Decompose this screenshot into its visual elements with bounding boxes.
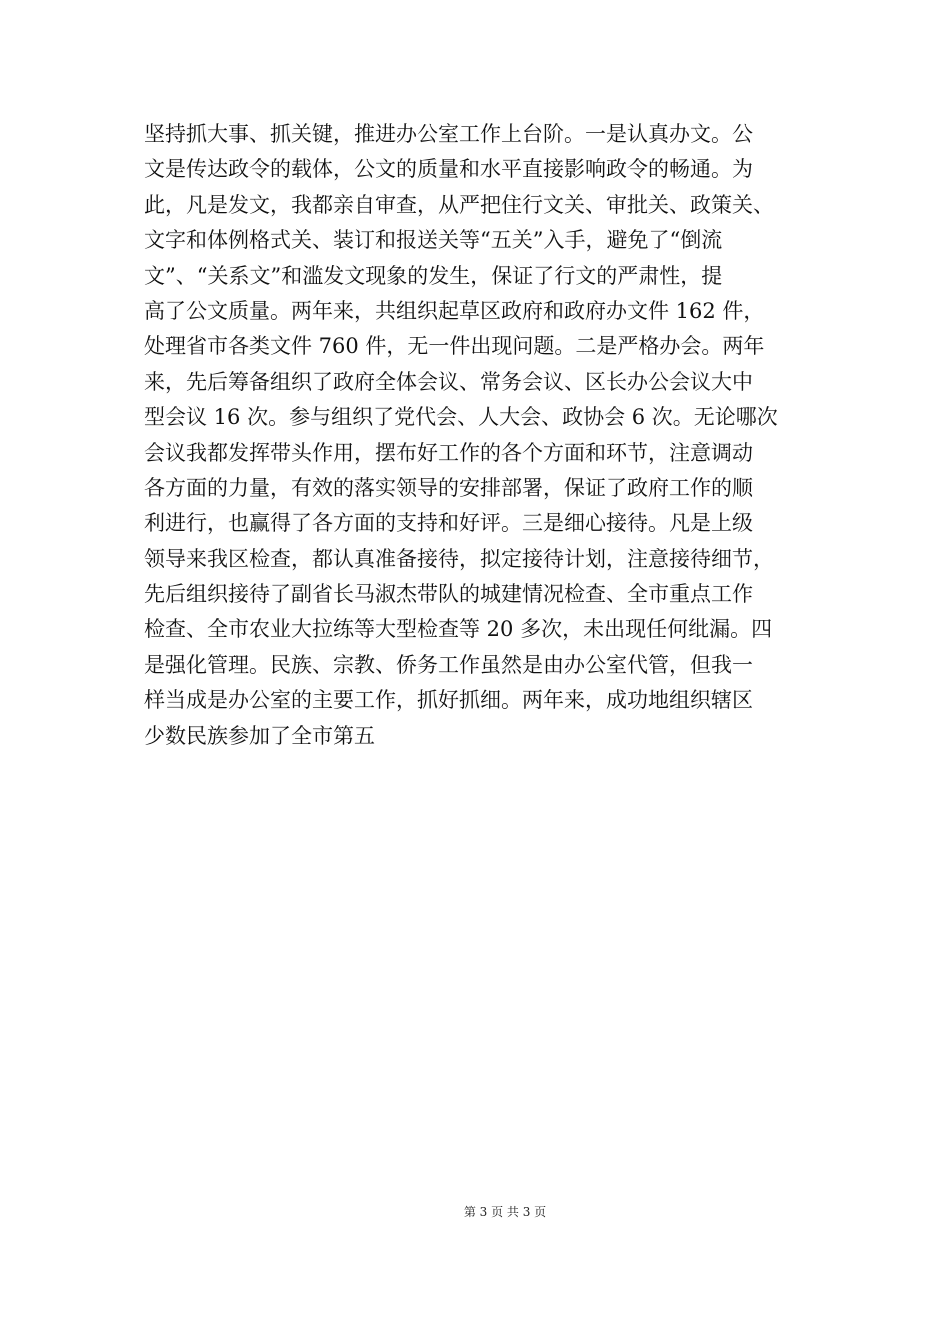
body-paragraph [144,117,824,754]
text-line: 检查、全市农业大拉练等大型检查等 20 多次，未出现任何纰漏。四 [144,617,773,642]
text-line: 文”、“关系文”和滥发文现象的发生，保证了行文的严肃性，提 [144,263,723,288]
text-line: 此，凡是发文，我都亲自审查，从严把住行文关、审批关、政策关、 [144,192,774,217]
text-line: 各方面的力量，有效的落实领导的安排部署，保证了政府工作的顺 [144,475,753,500]
text-line: 样当成是办公室的主要工作，抓好抓细。两年来，成功地组织辖区 [144,688,753,713]
text-line: 文是传达政令的载体，公文的质量和水平直接影响政令的畅通。为 [144,157,753,182]
text-line: 处理省市各类文件 760 件，无一件出现问题。二是严格办会。两年 [144,334,765,359]
text-line: 领导来我区检查，都认真准备接待，拟定接待计划，注意接待细节， [144,546,774,571]
text-line: 先后组织接待了副省长马淑杰带队的城建情况检查、全市重点工作 [144,582,753,607]
text-line: 少数民族参加了全市第五 [144,723,375,748]
text-line: 型会议 16 次。参与组织了党代会、人大会、政协会 6 次。无论哪次 [144,405,778,430]
text-line: 来，先后筹备组织了政府全体会议、常务会议、区长办公会议大中 [144,369,753,394]
text-line: 高了公文质量。两年来，共组织起草区政府和政府办文件 162 件， [144,298,765,323]
text-line: 会议我都发挥带头作用，摆布好工作的各个方面和环节，注意调动 [144,440,753,465]
text-line: 文字和体例格式关、装订和报送关等“五关”入手，避免了“倒流 [144,228,723,253]
text-line: 利进行，也赢得了各方面的支持和好评。三是细心接待。凡是上级 [144,511,753,536]
page-number-footer: 第 3 页 共 3 页 [463,1205,547,1219]
text-line: 是强化管理。民族、宗教、侨务工作虽然是由办公室代管，但我一 [144,652,753,677]
text-line: 坚持抓大事、抓关键，推进办公室工作上台阶。一是认真办文。公 [144,122,753,146]
